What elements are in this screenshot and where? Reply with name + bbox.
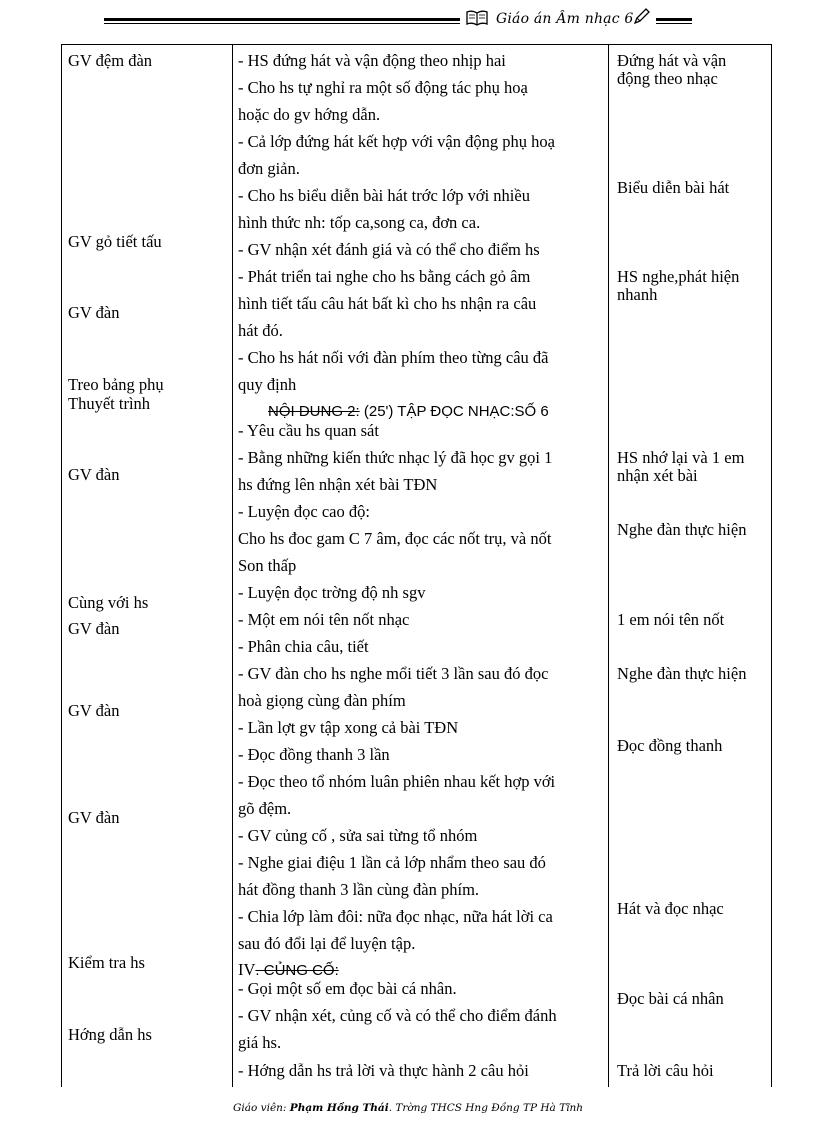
student-activity: Đứng hát và vận [617, 51, 727, 70]
student-activity: động theo nhạc [617, 69, 718, 88]
content-line: hs đứng lên nhận xét bài TĐN [238, 475, 438, 494]
teacher-activity: Treo bảng phụ [68, 375, 164, 394]
content-line: hát đồng thanh 3 lần cùng đàn phím. [238, 880, 480, 899]
section-heading-title: (25') TẬP ĐỌC NHẠC:SỐ 6 [359, 403, 549, 420]
content-line: - GV đàn cho hs nghe mổi tiết 3 lần sau đó đọc [238, 664, 549, 683]
teacher-activity: GV đàn [68, 808, 120, 827]
content-line: - Một em nói tên nốt nhạc [238, 610, 410, 629]
column-divider-1 [232, 44, 233, 1087]
header-rule-left-thin [104, 23, 460, 24]
teacher-activity: GV đàn [68, 303, 120, 322]
header-rule-right-thin [656, 23, 692, 24]
content-line: - Cho hs tự nghỉ ra một số động tác phụ hoạ [238, 78, 528, 97]
content-line: Son thấp [238, 556, 297, 575]
content-line: - Yêu cầu hs quan sát [238, 421, 379, 440]
content-line: - Đọc theo tổ nhóm luân phiên nhau kết hợp với [238, 772, 556, 791]
content-line: hoà giọng cùng đàn phím [238, 691, 406, 710]
section-heading-label: . CỦNG CỐ: [255, 962, 339, 979]
content-line: - Luyện đọc trờng độ nh sgv [238, 583, 426, 602]
content-line: hình thức nh: tốp ca,song ca, đơn ca. [238, 213, 481, 232]
column-divider-2 [608, 44, 609, 1087]
student-activity: Nghe đàn thực hiện [617, 664, 747, 683]
content-line: - Nghe giai điệu 1 lần cả lớp nhẩm theo sau đó [238, 853, 546, 872]
student-activity: nhận xét bài [617, 466, 698, 485]
teacher-activity: Cùng với hs [68, 593, 149, 612]
content-line: - Cho hs hát nối với đàn phím theo từng câu đã [238, 348, 549, 367]
content-line: - GV nhận xét, củng cố và có thể cho điểm đánh [238, 1006, 557, 1025]
content-line: - GV nhận xét đánh giá và có thể cho điểm hs [238, 240, 540, 259]
teacher-activity: Kiểm tra hs [68, 953, 145, 972]
book-icon [466, 10, 488, 26]
content-line: - Cho hs biểu diễn bài hát trớc lớp với nhiều [238, 186, 530, 205]
content-line: - Luyện đọc cao độ: [238, 502, 370, 521]
page-footer [0, 1102, 816, 1114]
content-line: - Đọc đồng thanh 3 lần [238, 745, 390, 764]
pencil-icon [632, 8, 650, 26]
page-header [0, 0, 816, 40]
student-activity: HS nhớ lại và 1 em [617, 448, 745, 467]
content-line: - GV củng cố , sửa sai từng tổ nhóm [238, 826, 478, 845]
student-activity: nhanh [617, 285, 658, 304]
footer-teacher-name: Phạm Hồng Thái [289, 1102, 389, 1114]
content-line: - Gọi một số em đọc bài cá nhân. [238, 979, 457, 998]
content-line: - Bằng những kiến thức nhạc lý đã học gv gọi 1 [238, 448, 553, 467]
section-heading-cung-co [238, 960, 339, 980]
teacher-activity: GV gỏ tiết tấu [68, 232, 162, 251]
section-heading-label: NỘI DUNG 2: [268, 403, 360, 420]
footer-prefix: Giáo viên: [232, 1102, 290, 1114]
teacher-activity: GV đàn [68, 701, 120, 720]
student-activity: Nghe đàn thực hiện [617, 520, 747, 539]
content-line: hoặc do gv hớng dẫn. [238, 105, 381, 124]
teacher-activity: Hớng dẫn hs [68, 1025, 152, 1044]
student-activity: 1 em nói tên nốt [617, 610, 725, 629]
student-activity: HS nghe,phát hiện [617, 267, 740, 286]
content-line: - Phân chia câu, tiết [238, 637, 369, 656]
content-line: hát đó. [238, 321, 283, 340]
teacher-activity: GV đàn [68, 465, 120, 484]
content-line: - Hớng dẫn hs trả lời và thực hành 2 câu hỏi [238, 1061, 529, 1080]
content-line: Cho hs đoc gam C 7 âm, đọc các nốt trụ, và nốt [238, 529, 552, 548]
table-border-left [61, 44, 62, 1087]
header-rule-right [656, 18, 692, 21]
content-line: quy định [238, 375, 297, 394]
content-line: đơn giản. [238, 159, 300, 178]
teacher-activity: GV đàn [68, 619, 120, 638]
header-title: Giáo án Âm nhạc 6 [496, 11, 634, 27]
content-line: - Phát triển tai nghe cho hs bằng cách gỏ âm [238, 267, 531, 286]
student-activity: Đọc đồng thanh [617, 736, 723, 755]
content-line: gõ đệm. [238, 799, 292, 818]
table-border-right [771, 44, 772, 1087]
section-heading-noi-dung-2 [268, 403, 549, 420]
content-line: sau đó đổi lại để luyện tập. [238, 934, 416, 953]
content-line: - Cả lớp đứng hát kết hợp với vận động phụ hoạ [238, 132, 555, 151]
teacher-activity: GV đệm đàn [68, 51, 153, 70]
content-line: - Chia lớp làm đôi: nữa đọc nhạc, nữa hát lời ca [238, 907, 553, 926]
content-line: - HS đứng hát và vận động theo nhịp hai [238, 51, 506, 70]
footer-school: . Trờng THCS Hng Đồng TP Hà Tĩnh [388, 1102, 584, 1114]
section-number: IV [238, 960, 256, 979]
header-rule-left [104, 18, 460, 21]
student-activity: Biểu diễn bài hát [617, 178, 730, 197]
table-top-border [61, 44, 772, 45]
content-line: hình tiết tấu câu hát bất kì cho hs nhận ra câu [238, 294, 537, 313]
content-line: - Lần lợt gv tập xong cả bài TĐN [238, 718, 459, 737]
student-activity: Đọc bài cá nhân [617, 989, 724, 1008]
teacher-activity: Thuyết trình [68, 394, 151, 413]
student-activity: Trả lời câu hỏi [617, 1061, 714, 1080]
student-activity: Hát và đọc nhạc [617, 899, 724, 918]
content-line: giá hs. [238, 1033, 282, 1052]
